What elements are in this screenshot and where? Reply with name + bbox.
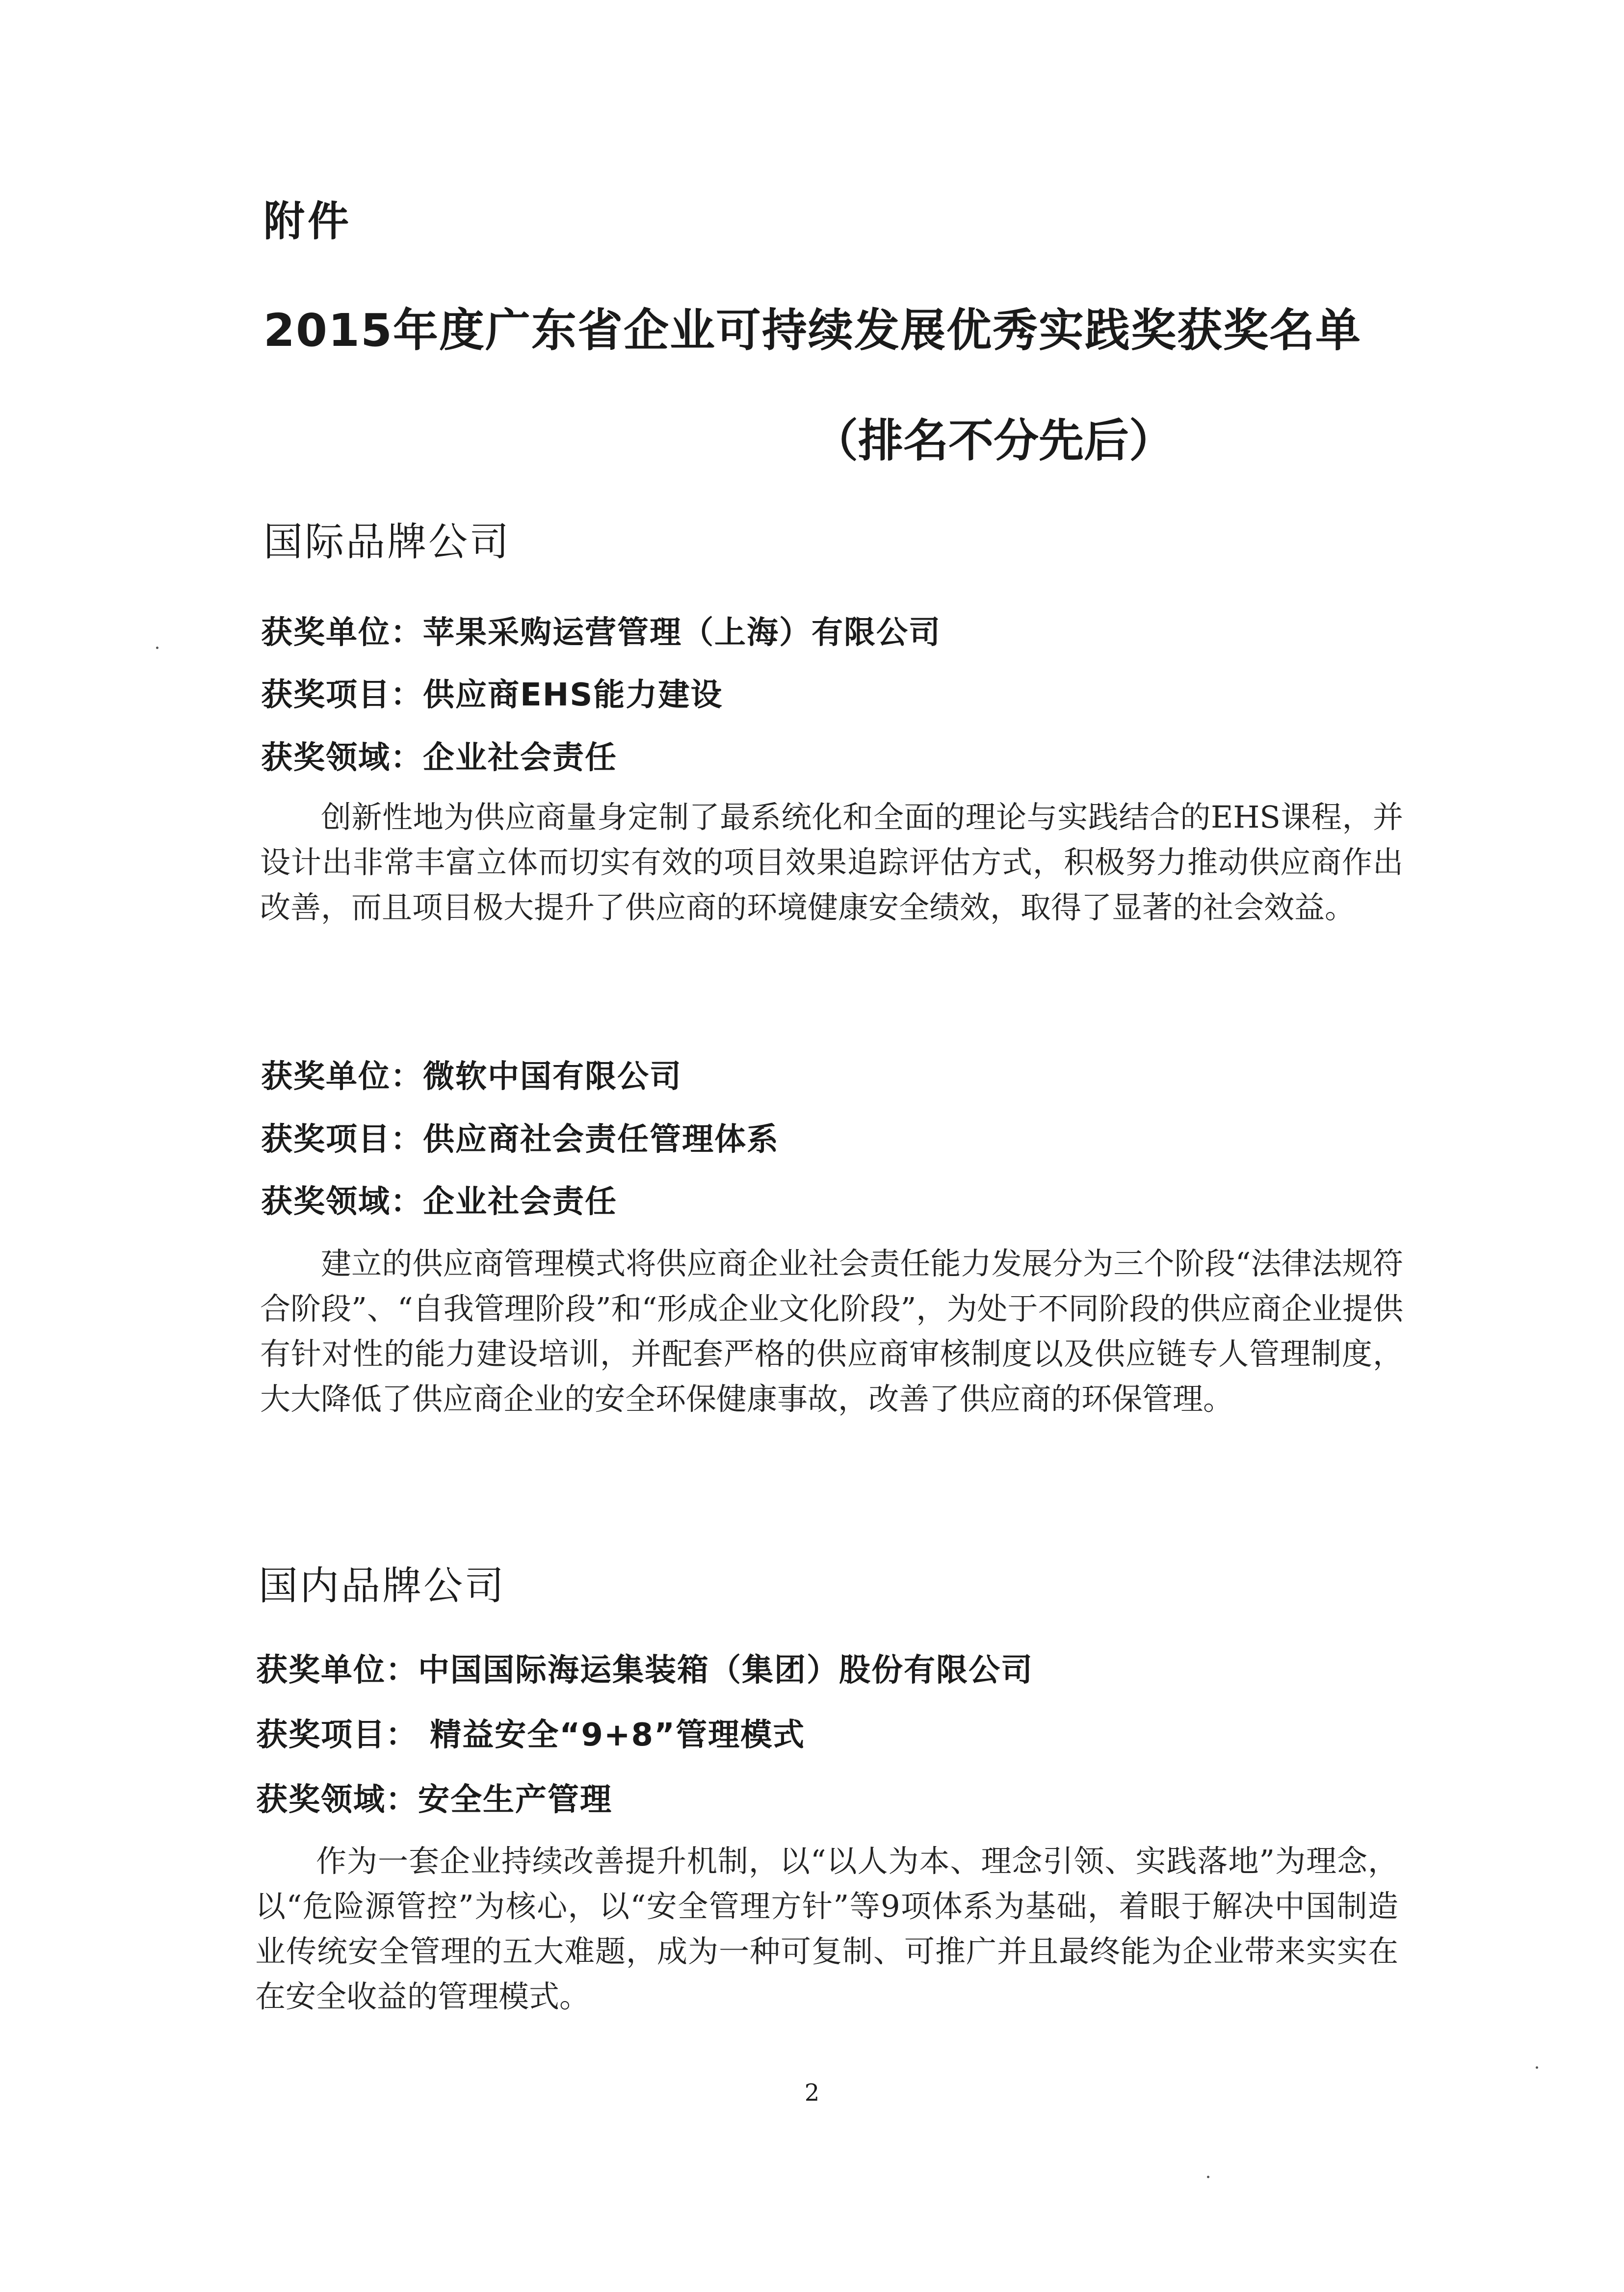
page-subtitle-text: （排名不分先后） — [812, 415, 1174, 467]
award-unit-value: 苹果采购运营管理（上海）有限公司 — [423, 615, 941, 651]
award-field-value: 企业社会责任 — [423, 1184, 617, 1220]
award-description: 创新性地为供应商量身定制了最系统化和全面的理论与实践结合的EHS课程，并设计出非常丰富立体而切实有效的项目效果追踪评估方式，积极努力推动供应商作出改善，而且项目极大提升了供应商的环境健康安全绩效，取得了显著的社会效益。 — [260, 799, 1403, 925]
award-unit-value: 微软中国有限公司 — [423, 1059, 682, 1095]
award-unit-label: 获奖单位： — [256, 1652, 418, 1689]
award-unit-value: 中国国际海运集装箱（集团）股份有限公司 — [418, 1652, 1033, 1689]
award-field-label: 获奖领域： — [261, 1184, 423, 1220]
award-field-row — [261, 732, 617, 778]
award-field-value: 企业社会责任 — [423, 740, 617, 776]
award-project-value: 精益安全“9+8”管理模式 — [418, 1717, 806, 1753]
award-unit-label: 获奖单位： — [261, 1059, 423, 1095]
award-field-row — [261, 1176, 617, 1222]
award-project-label: 获奖项目： — [256, 1717, 418, 1753]
award-field-label: 获奖领域： — [261, 740, 423, 776]
award-unit-row — [261, 607, 941, 652]
page-subtitle — [0, 405, 1624, 469]
award-project-value: 供应商EHS能力建设 — [423, 677, 723, 713]
award-description: 建立的供应商管理模式将供应商企业社会责任能力发展分为三个阶段“法律法规符合阶段”、“自我管理阶段”和“形成企业文化阶段”，为处于不同阶段的供应商企业提供有针对性的能力建设培训，并配套严格的供应商审核制度以及供应链专人管理制度，大大降低了供应商企业的安全环保健康事故，改善了供应商的环保管理。 — [260, 1246, 1403, 1417]
award-project-label: 获奖项目： — [261, 1121, 423, 1158]
award-project-row — [261, 1114, 779, 1159]
section-heading-international: 国际品牌公司 — [263, 519, 511, 565]
award-project-value: 供应商社会责任管理体系 — [423, 1121, 779, 1158]
award-field-value: 安全生产管理 — [418, 1782, 612, 1818]
page-number: 2 — [804, 2079, 820, 2107]
section-heading-domestic: 国内品牌公司 — [259, 1563, 506, 1609]
award-unit-label: 获奖单位： — [261, 615, 423, 651]
award-project-label: 获奖项目： — [261, 677, 423, 713]
award-description: 作为一套企业持续改善提升机制，以“以人为本、理念引领、实践落地”为理念，以“危险源管控”为核心，以“安全管理方针”等9项体系为基础，着眼于解决中国制造业传统安全管理的五大难题，成为一种可复制、可推广并且最终能为企业带来实实在在安全收益的管理模式。 — [255, 1843, 1398, 2014]
attachment-label: 附件 — [263, 197, 352, 245]
award-field-row — [256, 1774, 612, 1820]
scan-speck — [1536, 2066, 1538, 2069]
award-field-label: 获奖领域： — [256, 1782, 418, 1818]
scan-speck — [1207, 2176, 1209, 2178]
award-unit-row — [261, 1051, 682, 1096]
page-title: 2015年度广东省企业可持续发展优秀实践奖获奖名单 — [263, 304, 1362, 357]
scan-speck — [156, 647, 158, 649]
award-project-row — [261, 670, 723, 715]
award-unit-row — [256, 1645, 1033, 1690]
award-project-row — [256, 1710, 805, 1755]
